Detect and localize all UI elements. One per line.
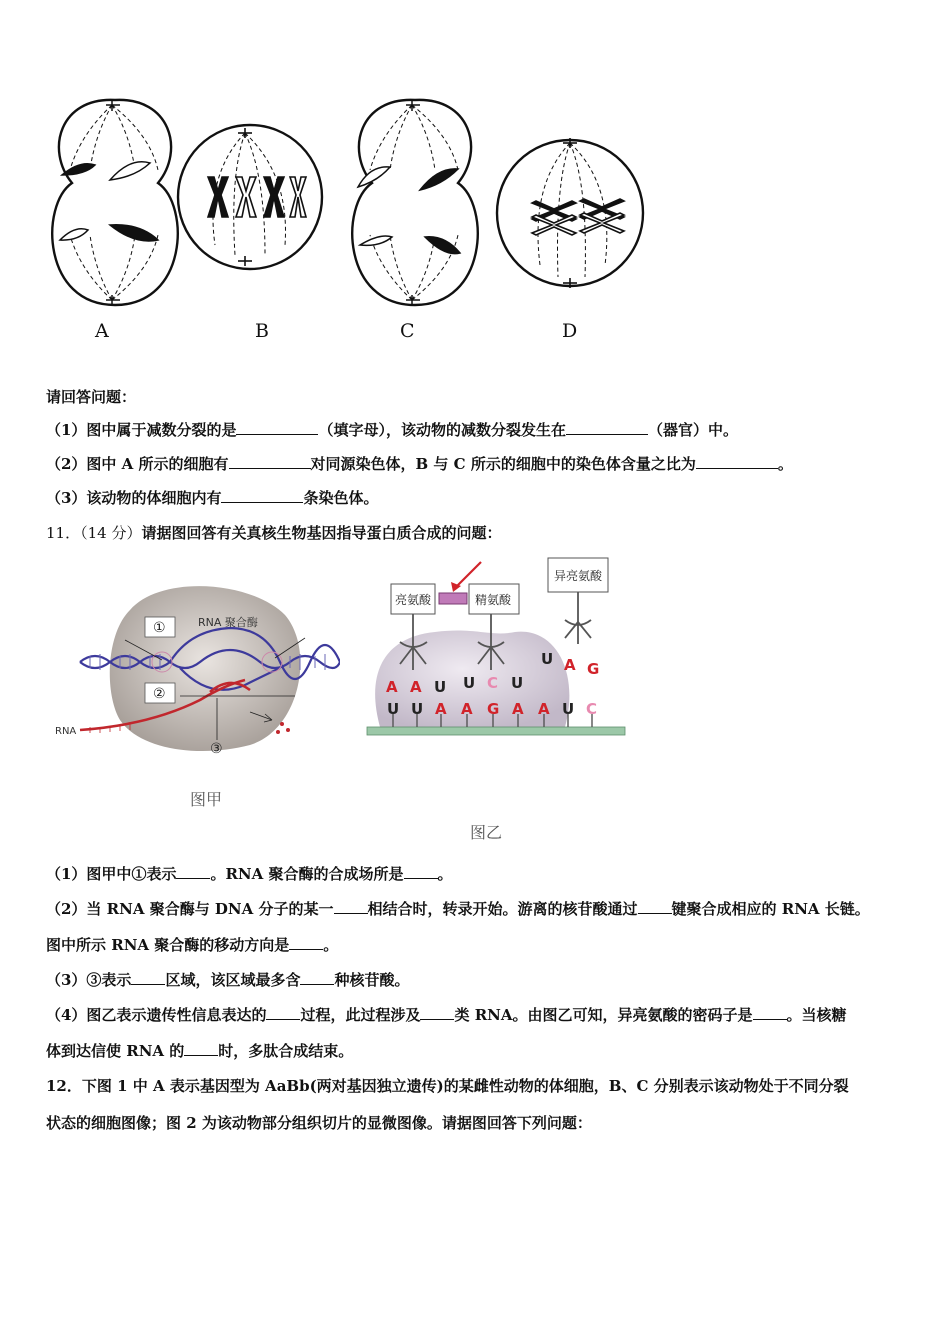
q10-part3: （3）该动物的体细胞内有 条染色体。 xyxy=(46,489,379,507)
q10-part1: （1）图中属于减数分裂的是 （填字母），该动物的减数分裂发生在 （器官）中。 xyxy=(46,421,738,439)
yi-anticodon-3c: G xyxy=(587,660,600,678)
question-title: 请据图回答有关真核生物基因指导蛋白质合成的问题： xyxy=(141,524,502,542)
jia-circle-2: ② xyxy=(153,686,166,702)
q11-part2: （2）当 RNA 聚合酶与 DNA 分子的某一 相结合时，转录开始。游离的核苷酸通过 键聚合成相应的 RNA 长链。 xyxy=(46,900,870,918)
yi-mrna-1: U xyxy=(387,700,400,718)
yi-anticodon-3b: A xyxy=(564,656,576,674)
jia-enzyme-label: RNA 聚合酶 xyxy=(198,616,258,629)
answer-blank[interactable] xyxy=(566,419,648,435)
yi-amino-3: 异亮氨酸 xyxy=(554,569,603,583)
figure-yi-translation xyxy=(365,552,630,767)
yi-anticodon-2c: U xyxy=(511,674,524,692)
figure-jia-transcription xyxy=(50,580,340,755)
cell-label-b: B xyxy=(255,320,269,342)
yi-mrna-5: G xyxy=(487,700,500,718)
yi-anticodon-2a: U xyxy=(463,674,476,692)
cell-division-figure xyxy=(40,95,650,320)
figure-yi-caption: 图乙 xyxy=(470,823,503,842)
yi-amino-1: 亮氨酸 xyxy=(395,593,432,607)
q11-part3: （3）③表示 区域，该区域最多含 种核苷酸。 xyxy=(46,971,410,989)
q12-line2: 状态的细胞图像；图 2 为该动物部分组织切片的显微图像。请据图回答下列问题： xyxy=(46,1114,592,1132)
answer-blank[interactable] xyxy=(696,453,778,469)
yi-mrna-7: A xyxy=(538,700,550,718)
answer-blank[interactable] xyxy=(184,1040,218,1056)
cell-label-c: C xyxy=(400,320,415,342)
q11-part4: （4）图乙表示遗传性信息表达的 过程，此过程涉及 类 RNA。由图乙可知，异亮氨酸的密码子是 。当核糖 xyxy=(46,1006,847,1024)
yi-anticodon-1a: A xyxy=(386,678,398,696)
answer-blank[interactable] xyxy=(638,898,672,914)
answer-blank[interactable] xyxy=(236,419,318,435)
answer-blank[interactable] xyxy=(131,969,165,985)
q11-heading xyxy=(46,522,501,543)
yi-mrna-9: C xyxy=(586,700,598,718)
question-number: 11．（14 分） xyxy=(46,524,142,542)
jia-rna-label: RNA xyxy=(55,726,77,737)
q10-part2: （2）图中 A 所示的细胞有 对同源染色体，B 与 C 所示的细胞中的染色体含量之比为 。 xyxy=(46,455,793,473)
answer-blank[interactable] xyxy=(404,863,438,879)
yi-anticodon-2b: C xyxy=(487,674,499,692)
answer-blank[interactable] xyxy=(300,969,334,985)
yi-amino-2: 精氨酸 xyxy=(475,593,512,607)
q12-line1: 12．下图 1 中 A 表示基因型为 AaBb(两对基因独立遗传)的某雌性动物的体细胞，B、C 分别表示该动物处于不同分裂 xyxy=(46,1077,849,1095)
answer-blank[interactable] xyxy=(334,898,368,914)
jia-circle-3: ③ xyxy=(210,741,223,755)
jia-circle-1: ① xyxy=(153,620,166,636)
figure-jia-caption: 图甲 xyxy=(190,790,223,809)
answer-blank[interactable] xyxy=(420,1004,454,1020)
yi-mrna-6: A xyxy=(512,700,524,718)
q11-part2-cont: 图中所示 RNA 聚合酶的移动方向是 。 xyxy=(46,936,339,954)
answer-blank[interactable] xyxy=(753,1004,787,1020)
yi-mrna-4: A xyxy=(461,700,473,718)
yi-mrna-2: U xyxy=(411,700,424,718)
yi-anticodon-1b: A xyxy=(410,678,422,696)
yi-anticodon-3a: U xyxy=(541,650,554,668)
cell-a xyxy=(52,100,177,305)
answer-blank[interactable] xyxy=(266,1004,300,1020)
q10-intro: 请回答问题： xyxy=(46,388,137,406)
answer-blank[interactable] xyxy=(176,863,210,879)
answer-blank[interactable] xyxy=(229,453,311,469)
yi-anticodon-1c: U xyxy=(434,678,447,696)
yi-mrna-3: A xyxy=(435,700,447,718)
cell-label-a: A xyxy=(95,320,109,342)
q11-part4-cont: 体到达信使 RNA 的 时，多肽合成结束。 xyxy=(46,1042,354,1060)
answer-blank[interactable] xyxy=(289,934,323,950)
q11-part1: （1）图甲中①表示 。RNA 聚合酶的合成场所是 。 xyxy=(46,865,453,883)
yi-mrna-8: U xyxy=(562,700,575,718)
cell-label-d: D xyxy=(562,320,578,342)
answer-blank[interactable] xyxy=(221,487,303,503)
